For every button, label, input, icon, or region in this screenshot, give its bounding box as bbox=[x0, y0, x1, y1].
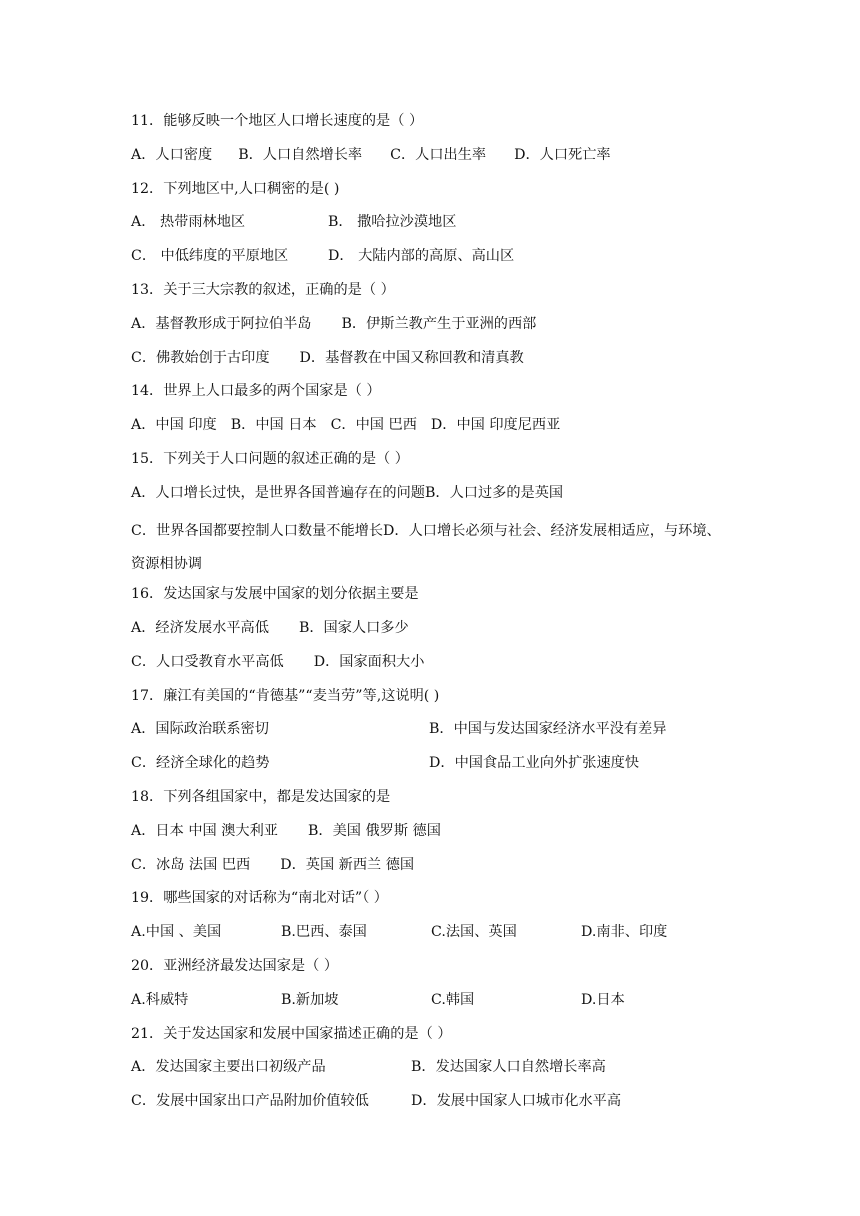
option-a: A．发达国家主要出口初级产品 bbox=[131, 1059, 326, 1076]
question-11-options bbox=[131, 143, 731, 177]
option-b: B．人口自然增长率 bbox=[238, 146, 363, 163]
option-a: A．中国 印度 bbox=[131, 417, 217, 434]
question-16-stem: 16．发达国家与发展中国家的划分依据主要是 bbox=[131, 586, 419, 603]
question-17-options-row2 bbox=[131, 751, 731, 785]
question-12-stem: 12．下列地区中,人口稠密的是( ) bbox=[131, 180, 340, 197]
option-d: D．中国 印度尼西亚 bbox=[430, 417, 561, 434]
option-b: B．伊斯兰教产生于亚洲的西部 bbox=[341, 315, 537, 332]
option-b: B．人口过多的是英国 bbox=[425, 484, 564, 501]
option-a: A.中国 、美国 bbox=[131, 924, 222, 941]
option-d: D．中国食品工业向外扩张速度快 bbox=[429, 755, 640, 772]
option-a: A．国际政治联系密切 bbox=[131, 721, 269, 738]
question-19-options bbox=[131, 920, 731, 954]
question-14-stem: 14．世界上人口最多的两个国家是（ ） bbox=[131, 383, 381, 400]
option-a: A．基督教形成于阿拉伯半岛 bbox=[131, 315, 312, 332]
option-c: C．经济全球化的趋势 bbox=[131, 755, 270, 772]
option-c: C．佛教始创于古印度 bbox=[131, 349, 270, 366]
question-12-options-row2 bbox=[131, 244, 731, 278]
question-21-options-row2 bbox=[131, 1089, 731, 1123]
option-c: C．世界各国都要控制人口数量不能增长 bbox=[131, 522, 384, 539]
option-c: C.韩国 bbox=[431, 991, 475, 1008]
question-18-stem: 18．下列各组国家中，都是发达国家的是 bbox=[131, 788, 391, 805]
option-c: C.法国、英国 bbox=[431, 924, 517, 941]
option-c: C．发展中国家出口产品附加价值较低 bbox=[131, 1093, 369, 1110]
question-14-options bbox=[131, 413, 731, 447]
option-d: D． 大陆内部的高原、高山区 bbox=[328, 248, 515, 265]
option-d: D.南非、印度 bbox=[581, 924, 668, 941]
option-a: A．人口密度 bbox=[131, 146, 213, 163]
question-13-options-row1 bbox=[131, 312, 731, 346]
question-21-stem: 21．关于发达国家和发展中国家描述正确的是（ ） bbox=[131, 1025, 452, 1042]
question-18-options-row1 bbox=[131, 819, 731, 853]
option-d: D．发展中国家人口城市化水平高 bbox=[411, 1093, 622, 1110]
option-b: B．发达国家人口自然增长率高 bbox=[411, 1059, 606, 1076]
question-20-options bbox=[131, 988, 731, 1022]
question-13-options-row2 bbox=[131, 346, 731, 380]
question-15-stem: 15．下列关于人口问题的叙述正确的是（ ） bbox=[131, 450, 409, 467]
option-c: C．冰岛 法国 巴西 bbox=[131, 856, 251, 873]
option-a: A.科威特 bbox=[131, 991, 189, 1008]
option-c: C．人口受教育水平高低 bbox=[131, 653, 284, 670]
question-21-options-row1 bbox=[131, 1055, 731, 1089]
question-17-options-row1 bbox=[131, 717, 731, 751]
option-d: D．基督教在中国又称回教和清真教 bbox=[299, 349, 524, 366]
option-d: D．人口死亡率 bbox=[514, 146, 611, 163]
option-b: B． 撒哈拉沙漠地区 bbox=[328, 214, 457, 231]
option-c: C． 中低纬度的平原地区 bbox=[131, 248, 289, 265]
question-16-options-row1 bbox=[131, 616, 731, 650]
option-b: B．美国 俄罗斯 德国 bbox=[307, 822, 441, 839]
option-d: D.日本 bbox=[581, 991, 625, 1008]
option-d: D．英国 新西兰 德国 bbox=[280, 856, 415, 873]
option-b: B．中国 日本 bbox=[230, 417, 317, 434]
option-c: C．人口出生率 bbox=[390, 146, 487, 163]
question-16-options-row2 bbox=[131, 650, 731, 684]
option-a: A．人口增长过快，是世界各国普遍存在的问题 bbox=[131, 484, 425, 501]
option-a: A．经济发展水平高低 bbox=[131, 619, 269, 636]
question-12-options-row1 bbox=[131, 210, 731, 244]
option-d: D．人口增长必须与社会、经济发展相适应，与环境、资源相协调 bbox=[131, 522, 721, 573]
question-11-stem: 11．能够反映一个地区人口增长速度的是（ ） bbox=[131, 113, 424, 129]
question-list bbox=[131, 109, 731, 1123]
question-18-options-row2 bbox=[131, 853, 731, 887]
question-19-stem: 19．哪些国家的对话称为“南北对话”（ ） bbox=[131, 890, 388, 907]
question-13-stem: 13．关于三大宗教的叙述，正确的是（ ） bbox=[131, 281, 395, 298]
option-b: B．中国与发达国家经济水平没有差异 bbox=[429, 721, 667, 738]
option-d: D．国家面积大小 bbox=[313, 653, 425, 670]
option-b: B．国家人口多少 bbox=[298, 619, 409, 636]
option-a: A． 热带雨林地区 bbox=[131, 214, 246, 231]
option-b: B.巴西、泰国 bbox=[281, 924, 367, 941]
option-a: A．日本 中国 澳大利亚 bbox=[131, 822, 278, 839]
question-17-stem: 17．廉江有美国的“肯德基”“麦当劳”等,这说明( ) bbox=[131, 687, 440, 704]
option-b: B.新加坡 bbox=[281, 991, 339, 1008]
question-15-options-row1 bbox=[131, 481, 731, 515]
question-20-stem: 20．亚洲经济最发达国家是（ ） bbox=[131, 957, 339, 974]
question-15-options-row2 bbox=[131, 515, 731, 583]
option-c: C．中国 巴西 bbox=[330, 417, 417, 434]
